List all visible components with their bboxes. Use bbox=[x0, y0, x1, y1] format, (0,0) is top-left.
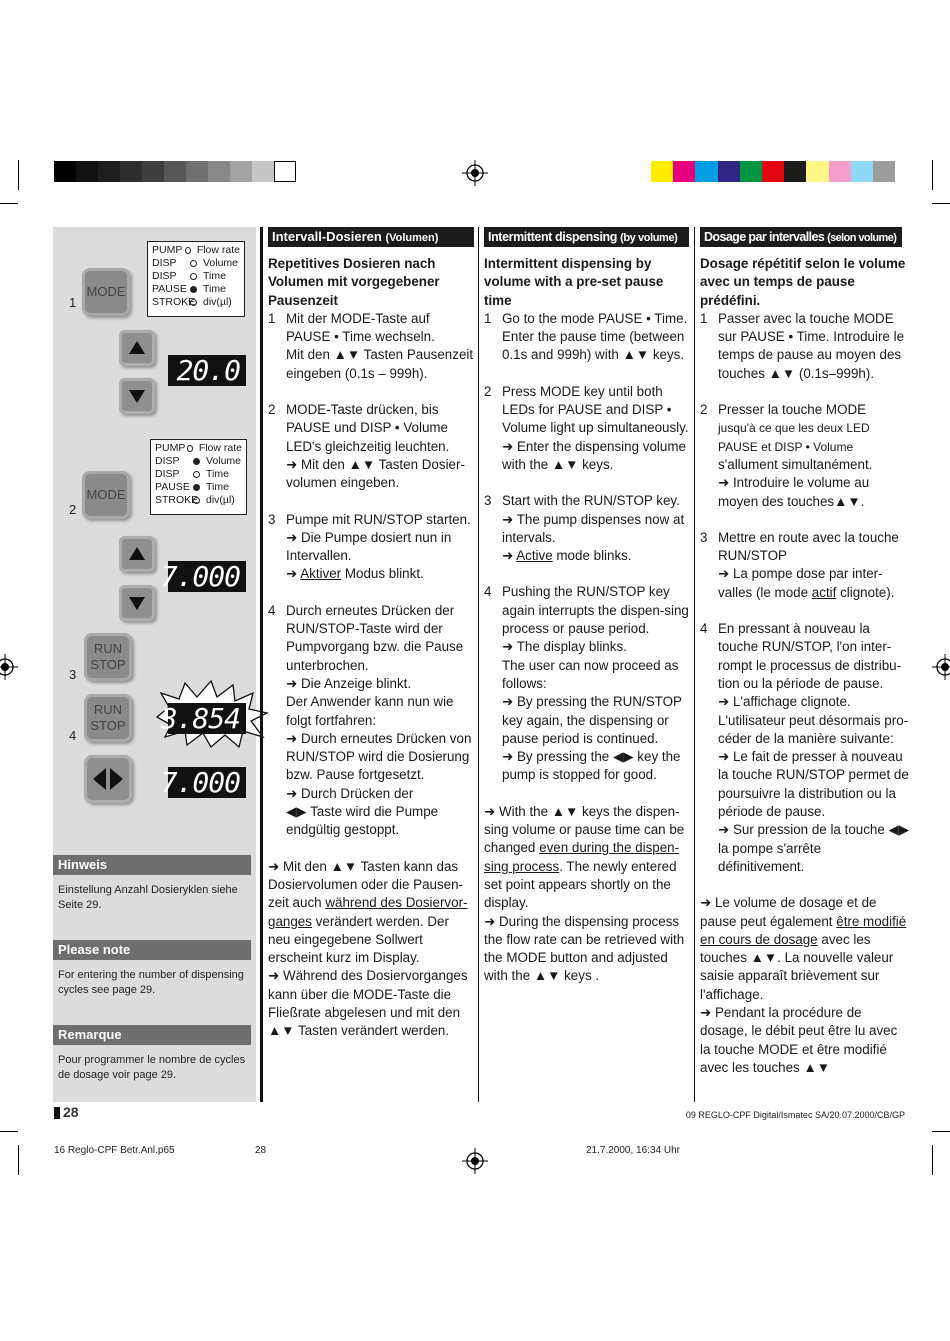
paragraph-flow-rate: ➜ Pendant la procédure de dosage, le débit peut être lu avec la touche MODE et être modifié avec les touches ▲▼ bbox=[700, 1004, 898, 1075]
led-row bbox=[155, 494, 242, 507]
crop-mark bbox=[0, 203, 18, 204]
crop-mark bbox=[932, 203, 950, 204]
crop-mark bbox=[932, 160, 933, 190]
step-3: 3 Mettre en route avec la touche RUN/STOP ➜ La pompe dose par inter-valles (le mode actif clignote). bbox=[700, 529, 899, 600]
registration-mark-icon bbox=[462, 160, 488, 186]
note-heading-fr: Remarque bbox=[53, 1025, 251, 1045]
crop-mark bbox=[0, 1131, 18, 1132]
display-readout-blinking: 3.854 bbox=[168, 703, 246, 734]
registration-mark-icon bbox=[0, 654, 18, 680]
color-swatch bbox=[851, 161, 873, 182]
display-readout-1: 20.0 bbox=[168, 355, 246, 386]
led-label: PAUSE bbox=[152, 283, 187, 295]
step-4: 4 Pushing the RUN/STOP key again interrupts the dispen-sing process or pause period. ➜ The display blinks. The user can now proceed as follows: ➜ By pressing the RUN/STOP key again, the dispensing or pause period is continued. ➜ By pressing the ◀▶ key the pump is stopped for good. bbox=[484, 584, 689, 783]
step-1: 1 Go to the mode PAUSE • Time. Enter the pause time (between 0.1s and 999h) with ▲▼ keys. bbox=[484, 310, 688, 363]
led-status-box-2 bbox=[150, 439, 247, 515]
led-row bbox=[155, 455, 242, 468]
paragraph-change-during-dosing: ➜ Mit den ▲▼ Tasten kann das Dosiervolumen oder die Pausen-zeit auch während des Dosiervor-ganges verändert werden. Der neu eingegebene Sollwert erscheint kurz im Display. bbox=[268, 858, 468, 966]
color-swatch bbox=[806, 161, 828, 182]
document-reference: 09 REGLO-CPF Digital/Ismatec SA/20.07.2000/CB/GP bbox=[685, 1110, 905, 1120]
column-french bbox=[700, 227, 910, 1077]
note-heading-de: Hinweis bbox=[53, 855, 251, 875]
registration-mark-icon bbox=[932, 654, 950, 680]
file-name: 16 Reglo-CPF Betr.Anl.p65 bbox=[54, 1145, 175, 1156]
note-heading-en: Please note bbox=[53, 940, 251, 960]
color-swatch bbox=[651, 161, 673, 182]
led-value: Flow rate bbox=[198, 442, 242, 454]
up-arrow-button[interactable] bbox=[119, 330, 155, 366]
led-row bbox=[152, 257, 240, 270]
led-row bbox=[152, 270, 240, 283]
step-1: 1 Passer avec la touche MODE sur PAUSE • Time. Introduire le temps de pause au moyen des touches ▲▼ (0.1s–999h). bbox=[700, 310, 905, 381]
color-swatch bbox=[186, 161, 208, 182]
led-label: STROKE bbox=[155, 494, 199, 506]
paragraph-change-during-dosing: ➜ Le volume de dosage et de pause peut également être modifié en cours de dosage avec les touches ▲▼. La nouvelle valeur saisie apparaît brièvement sur l'affichage. bbox=[700, 895, 907, 1002]
step-number: 2 bbox=[69, 502, 77, 517]
run-stop-button-1[interactable]: RUN STOP bbox=[84, 633, 132, 681]
led-label: PUMP bbox=[152, 244, 183, 256]
led-off-icon bbox=[193, 471, 200, 478]
stop-left-right-button[interactable] bbox=[84, 755, 132, 803]
step-3: 3 Pumpe mit RUN/STOP starten. ➜ Die Pumpe dosiert nun in Intervallen. ➜ Aktiver Modus blinkt. bbox=[268, 511, 471, 582]
led-label: DISP bbox=[152, 270, 177, 282]
step-3: 3 Start with the RUN/STOP key. ➜ The pump dispenses now at intervals. ➜ Active mode blinks. bbox=[484, 493, 685, 564]
color-swatch bbox=[740, 161, 762, 182]
page-marker bbox=[54, 1107, 60, 1119]
led-value: Time bbox=[203, 283, 226, 295]
color-swatch bbox=[829, 161, 851, 182]
display-readout-4: 7.000 bbox=[168, 767, 246, 798]
led-label: DISP bbox=[152, 257, 177, 269]
led-status-box-1 bbox=[147, 241, 245, 317]
color-swatch bbox=[695, 161, 717, 182]
led-row bbox=[155, 468, 242, 481]
column-divider bbox=[260, 227, 263, 1102]
led-value: div(µl) bbox=[203, 296, 232, 308]
note-text-de: Einstellung Anzahl Dosieryklen siehe Seite 29. bbox=[58, 884, 238, 911]
section-title: Intermittent dispensing by volume with a pre-set pause time bbox=[484, 256, 664, 308]
led-off-icon bbox=[187, 445, 192, 452]
color-swatch bbox=[718, 161, 740, 182]
led-value: Volume bbox=[206, 455, 242, 467]
color-swatch bbox=[164, 161, 186, 182]
left-right-triangle-icon bbox=[84, 755, 132, 803]
crop-mark bbox=[932, 1145, 933, 1175]
down-triangle-icon bbox=[119, 585, 155, 621]
step-2: 2 Press MODE key until both LEDs for PAUSE and DISP • Volume light up simultaneously. ➜ Enter the dispensing volume with the ▲▼ keys. bbox=[484, 383, 689, 472]
color-swatch bbox=[208, 161, 230, 182]
registration-mark-icon bbox=[462, 1148, 488, 1174]
led-value: Time bbox=[206, 481, 229, 493]
color-swatch bbox=[873, 161, 895, 182]
led-on-icon bbox=[190, 286, 197, 293]
file-date: 21.7.2000, 16:34 Uhr bbox=[586, 1145, 680, 1156]
run-stop-button-2[interactable]: RUN STOP bbox=[84, 694, 132, 742]
step-2: 2 MODE-Taste drücken, bis PAUSE und DISP • Volume LED's gleichzeitig leuchten. ➜ Mit den ▲▼ Tasten Dosier-volumen eingeben. bbox=[268, 402, 465, 491]
down-triangle-icon bbox=[119, 378, 155, 414]
step-2: 2 Presser la touche MODE jusqu'à ce que les deux LED PAUSE et DISP • Volume s'allument simultanément. ➜ Introduire le volume au moyen des touches▲▼. bbox=[700, 402, 873, 509]
led-value: Volume bbox=[203, 257, 239, 269]
color-swatch bbox=[230, 161, 252, 182]
column-heading: Dosage par intervalles (selon volume) bbox=[700, 227, 902, 247]
step-4: 4 En pressant à nouveau la touche RUN/STOP, l'on inter-rompt le processus de distribu-tion ou la période de pause. ➜ L'affichage clignote. L'utilisateur peut désormais pro-céder de la manière suivante: ➜ Le fait de presser à nouveau la touche RUN/STOP permet de poursuivre la distribution ou la période de pause. ➜ Sur pression de la touche ◀▶ la pompe s'arrête définitivement. bbox=[700, 621, 910, 874]
color-swatch bbox=[98, 161, 120, 182]
led-row bbox=[155, 481, 242, 494]
color-swatch bbox=[784, 161, 806, 182]
led-label: DISP bbox=[155, 468, 180, 480]
section-title: Repetitives Dosieren nach Volumen mit vorgegebener Pausenzeit bbox=[268, 256, 440, 308]
color-swatch bbox=[54, 161, 76, 182]
display-readout-2: 7.000 bbox=[168, 561, 246, 592]
down-arrow-button[interactable] bbox=[119, 378, 155, 414]
column-divider bbox=[694, 227, 695, 1102]
up-triangle-icon bbox=[119, 330, 155, 366]
section-title: Dosage répétitif selon le volume avec un temps de pause prédéfini. bbox=[700, 256, 906, 308]
instruction-illustration-panel bbox=[53, 227, 256, 1102]
crop-mark bbox=[932, 1131, 950, 1132]
led-off-icon bbox=[190, 260, 197, 267]
led-row bbox=[152, 244, 240, 257]
mode-button-1[interactable]: MODE bbox=[82, 268, 130, 316]
column-german bbox=[268, 227, 474, 1041]
mode-button-2[interactable]: MODE bbox=[82, 471, 130, 519]
down-arrow-button[interactable] bbox=[119, 585, 155, 621]
led-on-icon bbox=[193, 458, 200, 465]
led-row bbox=[155, 442, 242, 455]
led-off-icon bbox=[193, 497, 200, 504]
up-arrow-button[interactable] bbox=[119, 536, 155, 572]
color-swatch bbox=[274, 161, 296, 182]
column-divider bbox=[478, 227, 479, 1102]
up-triangle-icon bbox=[119, 536, 155, 572]
step-number: 1 bbox=[69, 295, 77, 310]
step-number: 3 bbox=[69, 667, 77, 682]
led-value: div(µl) bbox=[206, 494, 235, 506]
paragraph-flow-rate: ➜ Während des Dosiervorganges kann über die MODE-Taste die Fließrate abgelesen und mit den ▲▼ Tasten verändert werden. bbox=[268, 968, 468, 1039]
step-4: 4 Durch erneutes Drücken der RUN/STOP-Taste wird der Pumpvorgang bzw. die Pause unterbrochen. ➜ Die Anzeige blinkt. Der Anwender kann nun wie folgt fortfahren: ➜ Durch erneutes Drücken von RUN/STOP wird die Dosierung bzw. Pause fortgesetzt. ➜ Durch Drücken der ◀▶ Taste wird die Pumpe endgültig gestoppt. bbox=[268, 602, 472, 838]
color-swatch bbox=[673, 161, 695, 182]
led-off-icon bbox=[190, 273, 197, 280]
led-off-icon bbox=[190, 299, 197, 306]
note-text-fr: Pour programmer le nombre de cycles de dosage voir page 29. bbox=[58, 1054, 246, 1081]
led-value: Time bbox=[206, 468, 229, 480]
column-heading: Intermittent dispensing (by volume) bbox=[484, 227, 689, 247]
led-row bbox=[152, 283, 240, 296]
led-on-icon bbox=[193, 484, 200, 491]
crop-mark bbox=[18, 1145, 19, 1175]
color-swatch bbox=[762, 161, 784, 182]
color-swatch bbox=[252, 161, 274, 182]
led-label: DISP bbox=[155, 455, 180, 467]
led-value: Flow rate bbox=[196, 244, 240, 256]
note-text-en: For entering the number of dispensing cycles see page 29. bbox=[58, 969, 244, 996]
color-swatch bbox=[142, 161, 164, 182]
led-label: STROKE bbox=[152, 296, 196, 308]
paragraph-change-during-dosing: ➜ With the ▲▼ keys the dispen-sing volume or pause time can be changed even during the dispen-sing process. The newly entered set point appears shortly on the display. bbox=[484, 803, 685, 911]
page-number: 28 bbox=[63, 1104, 79, 1120]
column-heading: Intervall-Dosieren (Volumen) bbox=[268, 227, 474, 247]
crop-mark bbox=[18, 160, 19, 190]
step-number: 4 bbox=[69, 728, 77, 743]
led-value: Time bbox=[203, 270, 226, 282]
led-label: PUMP bbox=[155, 442, 186, 454]
file-page: 28 bbox=[255, 1145, 267, 1156]
led-label: PAUSE bbox=[155, 481, 190, 493]
column-english bbox=[484, 227, 689, 986]
color-swatch bbox=[76, 161, 98, 182]
paragraph-flow-rate: ➜ During the dispensing process the flow rate can be retrieved with the MODE button and adjusted with the ▲▼ keys . bbox=[484, 913, 685, 984]
led-row bbox=[152, 296, 240, 309]
led-off-icon bbox=[185, 247, 191, 254]
step-1: 1 Mit der MODE-Taste auf PAUSE • Time wechseln. Mit den ▲▼ Tasten Pausenzeit eingeben (0.1s – 999h). bbox=[268, 310, 474, 381]
color-swatch bbox=[120, 161, 142, 182]
